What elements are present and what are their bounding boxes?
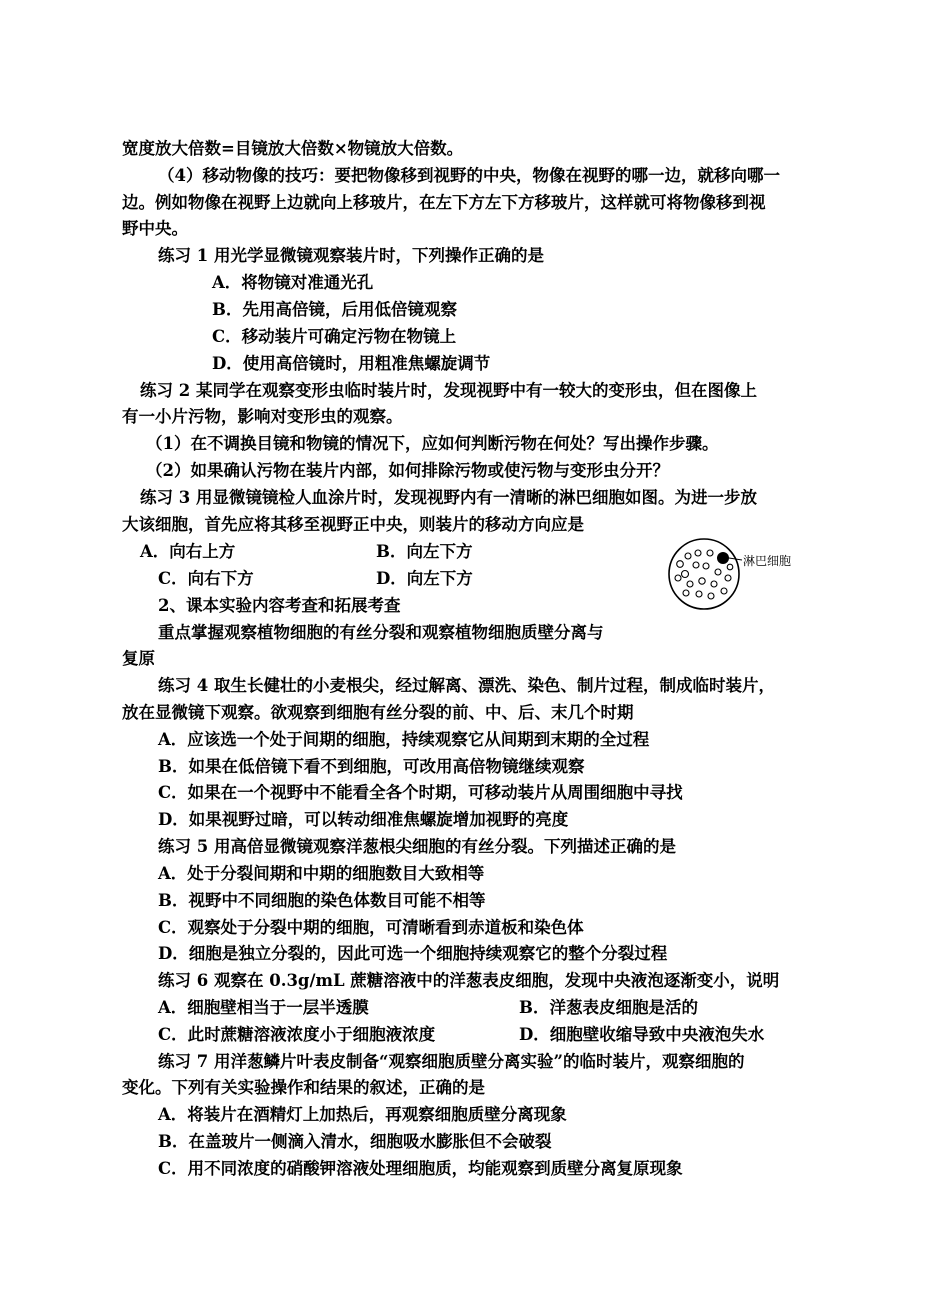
text-line: 变化。下列有关实验操作和结果的叙述，正确的是 — [122, 1078, 485, 1097]
microscope-field-circle — [669, 539, 739, 609]
exercise-3-option-a: A．向右上方 — [140, 542, 236, 561]
exercise-1-option-d: D．使用高倍镜时，用粗准焦螺旋调节 — [212, 354, 491, 373]
text-line: 有一小片污物，影响对变形虫的观察。 — [122, 407, 403, 426]
exercise-6-option-c: C．此时蔗糖溶液浓度小于细胞液浓度 — [158, 1025, 436, 1044]
text-line: （4）移动物像的技巧：要把物像移到视野的中央，物像在视野的哪一边，就移向哪一 — [158, 166, 780, 185]
exercise-3-option-c: C．向右下方 — [158, 569, 254, 588]
text-line: 宽度放大倍数=目镜放大倍数×物镜放大倍数。 — [122, 139, 464, 158]
exercise-4-option-c: C．如果在一个视野中不能看全各个时期，可移动装片从周围细胞中寻找 — [158, 783, 683, 802]
exercise-3-option-b: B．向左下方 — [376, 542, 473, 561]
text-line: 野中央。 — [122, 219, 188, 238]
exercise-5-option-c: C．观察处于分裂中期的细胞，可清晰看到赤道板和染色体 — [158, 918, 584, 937]
exercise-6-option-d: D．细胞壁收缩导致中央液泡失水 — [519, 1025, 765, 1044]
exercise-5-option-b: B．视野中不同细胞的染色体数目可能不相等 — [158, 891, 486, 910]
exercise-4-option-b: B．如果在低倍镜下看不到细胞，可改用高倍物镜继续观察 — [158, 757, 585, 776]
exercise-1-question: 练习 1 用光学显微镜观察装片时，下列操作正确的是 — [158, 246, 544, 265]
exercise-7-question: 练习 7 用洋葱鳞片叶表皮制备“观察细胞质壁分离实验”的临时装片，观察细胞的 — [158, 1052, 745, 1071]
lymphocyte-figure — [666, 536, 826, 612]
exercise-4-question: 练习 4 取生长健壮的小麦根尖，经过解离、漂洗、染色、制片过程，制成临时装片， — [158, 676, 775, 695]
exercise-4-option-d: D．如果视野过暗，可以转动细准焦螺旋增加视野的亮度 — [158, 810, 569, 829]
text-line: 复原 — [122, 649, 155, 668]
exercise-7-option-a: A．将装片在酒精灯上加热后，再观察细胞质壁分离现象 — [158, 1105, 567, 1124]
exercise-2-subquestion-2: （2）如果确认污物在装片内部，如何排除污物或使污物与变形虫分开？ — [146, 461, 669, 480]
exercise-5-option-d: D．细胞是独立分裂的，因此可选一个细胞持续观察它的整个分裂过程 — [158, 944, 668, 963]
text-line: 重点掌握观察植物细胞的有丝分裂和观察植物细胞质壁分离与 — [158, 623, 604, 642]
lymphocyte-cell — [717, 552, 729, 564]
text-line: 边。例如物像在视野上边就向上移玻片，在左下方左下方移玻片，这样就可将物像移到视 — [122, 193, 766, 212]
exercise-1-option-a: A．将物镜对准通光孔 — [212, 273, 374, 292]
exercise-2-question: 练习 2 某同学在观察变形虫临时装片时，发现视野中有一较大的变形虫，但在图像上 — [140, 381, 757, 400]
lymphocyte-label: 淋巴细胞 — [743, 554, 792, 568]
exercise-1-option-c: C．移动装片可确定污物在物镜上 — [212, 327, 457, 346]
exercise-3-question: 练习 3 用显微镜镜检人血涂片时，发现视野内有一清晰的淋巴细胞如图。为进一步放 — [140, 488, 757, 507]
exercise-1-option-b: B．先用高倍镜，后用低倍镜观察 — [212, 300, 457, 319]
exercise-5-question: 练习 5 用高倍显微镜观察洋葱根尖细胞的有丝分裂。下列描述正确的是 — [158, 837, 676, 856]
text-line: 放在显微镜下观察。欲观察到细胞有丝分裂的前、中、后、末几个时期 — [122, 703, 634, 722]
exercise-4-option-a: A．应该选一个处于间期的细胞，持续观察它从间期到末期的全过程 — [158, 730, 650, 749]
text-line: 大该细胞，首先应将其移至视野正中央，则装片的移动方向应是 — [122, 515, 584, 534]
exercise-3-option-d: D．向左下方 — [376, 569, 473, 588]
exercise-5-option-a: A．处于分裂间期和中期的细胞数目大致相等 — [158, 864, 485, 883]
exercise-2-subquestion-1: （1）在不调换目镜和物镜的情况下，应如何判断污物在何处？写出操作步骤。 — [146, 434, 719, 453]
exercise-7-option-b: B．在盖玻片一侧滴入清水，细胞吸水膨胀但不会破裂 — [158, 1132, 552, 1151]
exercise-7-option-c: C．用不同浓度的硝酸钾溶液处理细胞质，均能观察到质壁分离复原现象 — [158, 1159, 683, 1178]
exercise-6-question: 练习 6 观察在 0.3g/mL 蔗糖溶液中的洋葱表皮细胞，发现中央液泡逐渐变小，说明 — [158, 971, 780, 990]
section-heading: 2、课本实验内容考查和拓展考查 — [158, 596, 401, 615]
exercise-6-option-a: A．细胞壁相当于一层半透膜 — [158, 998, 369, 1017]
exercise-6-option-b: B．洋葱表皮细胞是活的 — [519, 998, 698, 1017]
